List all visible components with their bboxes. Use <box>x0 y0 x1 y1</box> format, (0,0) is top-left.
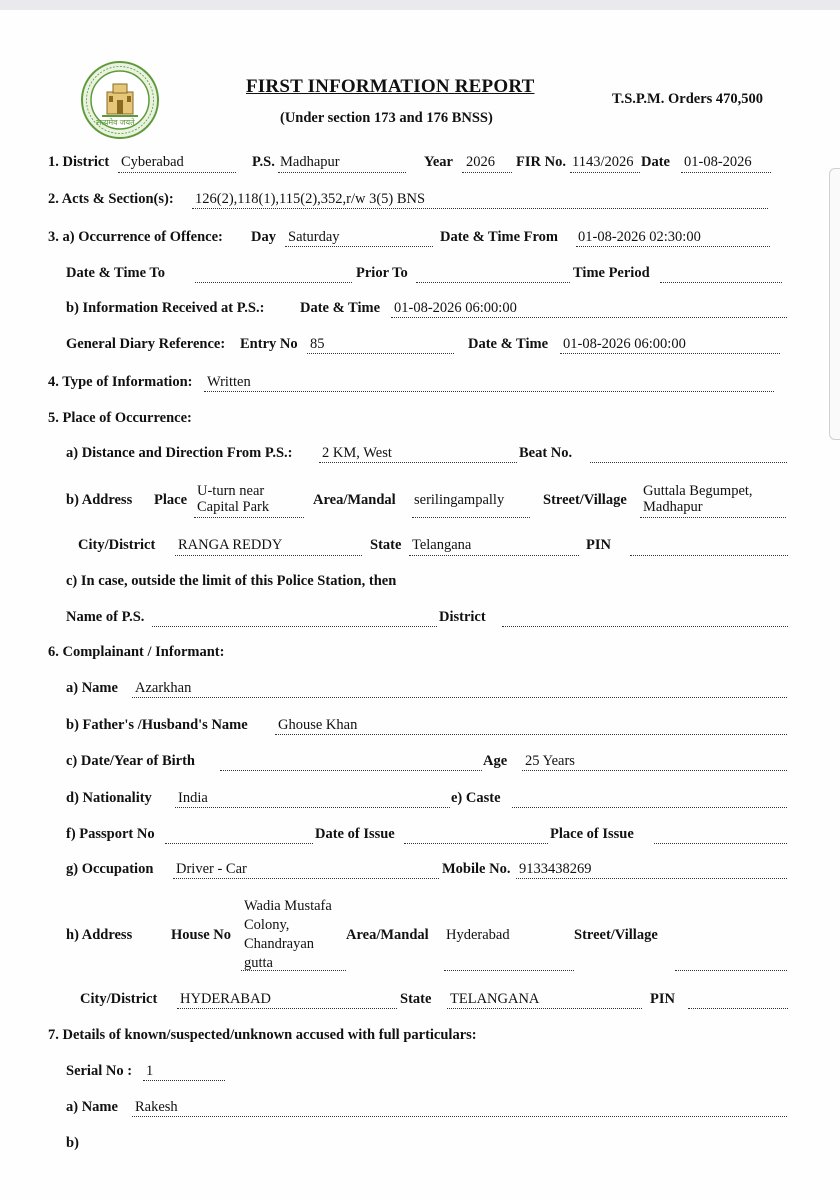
dob-line <box>220 770 482 771</box>
caste-label: e) Caste <box>451 790 501 806</box>
issue-place-line <box>654 843 787 844</box>
acts-line <box>192 208 768 209</box>
father-value: Ghouse Khan <box>278 717 358 733</box>
passport-label: f) Passport No <box>66 826 155 842</box>
comp-area-label: Area/Mandal <box>346 927 429 943</box>
gd-dt-label: Date & Time <box>468 336 549 352</box>
period-label: Time Period <box>573 265 650 281</box>
address-label: b) Address <box>66 492 133 508</box>
received-dt-value: 01-08-2026 06:00:00 <box>394 300 517 316</box>
year-value: 2026 <box>466 154 495 170</box>
serial-value: 1 <box>146 1063 154 1079</box>
occupation-label: g) Occupation <box>66 861 154 877</box>
house-value: Wadia Mustafa Colony, Chandrayan gutta <box>244 898 332 971</box>
area-label: Area/Mandal <box>313 492 396 508</box>
period-line <box>660 282 782 283</box>
received-line <box>391 317 787 318</box>
to-label: Date & Time To <box>66 265 165 281</box>
comp-address-label: h) Address <box>66 927 133 943</box>
state-line <box>409 555 579 556</box>
date-value: 01-08-2026 <box>684 154 752 170</box>
issue-place-label: Place of Issue <box>550 826 634 842</box>
acts-value: 126(2),118(1),115(2),352,r/w 3(5) BNS <box>195 191 426 207</box>
comp-state-label: State <box>400 991 432 1007</box>
mobile-line <box>516 878 787 879</box>
from-line <box>576 246 770 247</box>
day-label: Day <box>251 229 276 245</box>
area-line <box>412 517 530 518</box>
entry-value: 85 <box>310 336 325 352</box>
accused-name-label: a) Name <box>66 1099 118 1115</box>
city-value: RANGA REDDY <box>178 537 283 553</box>
top-edge <box>0 0 840 10</box>
comp-area-value: Hyderabad <box>446 927 510 943</box>
district-value: Cyberabad <box>121 154 184 170</box>
caste-line <box>512 807 787 808</box>
pin-line <box>630 555 788 556</box>
gd-dt-line <box>560 353 780 354</box>
city-label: City/District <box>78 537 156 553</box>
passport-line <box>165 843 313 844</box>
received-label: b) Information Received at P.S.: <box>66 300 265 316</box>
ps-line <box>278 172 406 173</box>
distance-line <box>319 462 517 463</box>
comp-name-label: a) Name <box>66 680 118 696</box>
serial-line <box>143 1080 225 1081</box>
age-label: Age <box>483 753 508 769</box>
info-type-label: 4. Type of Information: <box>48 374 193 390</box>
district-label: 1. District <box>48 154 110 170</box>
to-line <box>195 282 352 283</box>
other-district-label: District <box>439 609 486 625</box>
accused-name-line <box>132 1116 787 1117</box>
prior-label: Prior To <box>356 265 408 281</box>
day-value: Saturday <box>288 229 340 245</box>
serial-label: Serial No : <box>66 1063 133 1079</box>
orders-reference: T.S.P.M. Orders 470,500 <box>612 91 764 107</box>
other-district-line <box>502 626 788 627</box>
accused-label: 7. Details of known/suspected/unknown accused with full particulars: <box>48 1027 477 1043</box>
beat-label: Beat No. <box>519 445 573 461</box>
comp-street-label: Street/Village <box>574 927 658 943</box>
prior-line <box>416 282 570 283</box>
scrollbar[interactable] <box>829 168 840 440</box>
occupation-value: Driver - Car <box>176 861 247 877</box>
entry-line <box>307 353 454 354</box>
date-line <box>681 172 771 173</box>
house-line <box>241 970 346 971</box>
info-type-line <box>204 391 774 392</box>
date-label: Date <box>641 154 670 170</box>
acts-label: 2. Acts & Section(s): <box>48 191 174 207</box>
from-value: 01-08-2026 02:30:00 <box>578 229 701 245</box>
district-line <box>118 172 236 173</box>
father-label: b) Father's /Husband's Name <box>66 717 248 733</box>
ps-label: P.S. <box>252 154 275 170</box>
ps-value: Madhapur <box>280 154 340 170</box>
comp-name-value: Azarkhan <box>135 680 192 696</box>
dob-label: c) Date/Year of Birth <box>66 753 195 769</box>
comp-area-line <box>444 970 574 971</box>
fir-line <box>570 172 640 173</box>
comp-pin-label: PIN <box>650 991 675 1007</box>
state-value: Telangana <box>412 537 472 553</box>
entry-label: Entry No <box>240 336 298 352</box>
area-value: serilingampally <box>414 492 505 508</box>
comp-city-label: City/District <box>80 991 158 1007</box>
info-type-value: Written <box>207 374 251 390</box>
outside-label: c) In case, outside the limit of this Police Station, then <box>66 573 397 589</box>
age-value: 25 Years <box>525 753 575 769</box>
fir-value: 1143/2026 <box>572 154 634 170</box>
comp-state-line <box>447 1008 642 1009</box>
mobile-label: Mobile No. <box>442 861 511 877</box>
street-line <box>640 517 786 518</box>
distance-label: a) Distance and Direction From P.S.: <box>66 445 293 461</box>
occupation-line <box>173 878 439 879</box>
street-label: Street/Village <box>543 492 627 508</box>
place-value: U-turn near Capital Park <box>197 483 270 515</box>
year-line <box>462 172 512 173</box>
issue-date-line <box>404 843 548 844</box>
nationality-label: d) Nationality <box>66 790 152 806</box>
place-occurrence-label: 5. Place of Occurrence: <box>48 410 192 426</box>
nationality-line <box>175 807 450 808</box>
year-label: Year <box>424 154 453 170</box>
accused-name-value: Rakesh <box>135 1099 178 1115</box>
comp-state-value: TELANGANA <box>450 991 540 1007</box>
comp-city-value: HYDERABAD <box>180 991 272 1007</box>
ps-name-line <box>152 626 437 627</box>
day-line <box>285 246 433 247</box>
report-title: FIRST INFORMATION REPORT <box>246 76 535 97</box>
gd-dt-value: 01-08-2026 06:00:00 <box>563 336 686 352</box>
complainant-label: 6. Complainant / Informant: <box>48 644 225 660</box>
mobile-value: 9133438269 <box>519 861 592 877</box>
issue-date-label: Date of Issue <box>315 826 395 842</box>
received-dt-label: Date & Time <box>300 300 381 316</box>
occurrence-label: 3. a) Occurrence of Offence: <box>48 229 223 245</box>
comp-city-line <box>177 1008 397 1009</box>
nationality-value: India <box>178 790 208 806</box>
from-label: Date & Time From <box>440 229 558 245</box>
city-line <box>175 555 362 556</box>
comp-name-line <box>132 697 787 698</box>
state-label: State <box>370 537 402 553</box>
comp-street-line <box>675 970 787 971</box>
emblem-motto: सत्यमेव जयते <box>96 118 135 127</box>
telangana-emblem-icon <box>80 60 160 140</box>
age-line <box>522 770 787 771</box>
place-line <box>194 517 304 518</box>
distance-value: 2 KM, West <box>322 445 392 461</box>
house-label: House No <box>171 927 232 943</box>
comp-pin-line <box>688 1008 788 1009</box>
ps-name-label: Name of P.S. <box>66 609 145 625</box>
street-value: Guttala Begumpet, Madhapur <box>643 483 753 515</box>
gd-label: General Diary Reference: <box>66 336 226 352</box>
father-line <box>275 734 787 735</box>
beat-line <box>590 462 787 463</box>
fir-label: FIR No. <box>516 154 566 170</box>
report-subtitle: (Under section 173 and 176 BNSS) <box>280 110 493 126</box>
pin-label: PIN <box>586 537 611 553</box>
accused-b-label: b) <box>66 1135 79 1151</box>
place-label: Place <box>154 492 188 508</box>
